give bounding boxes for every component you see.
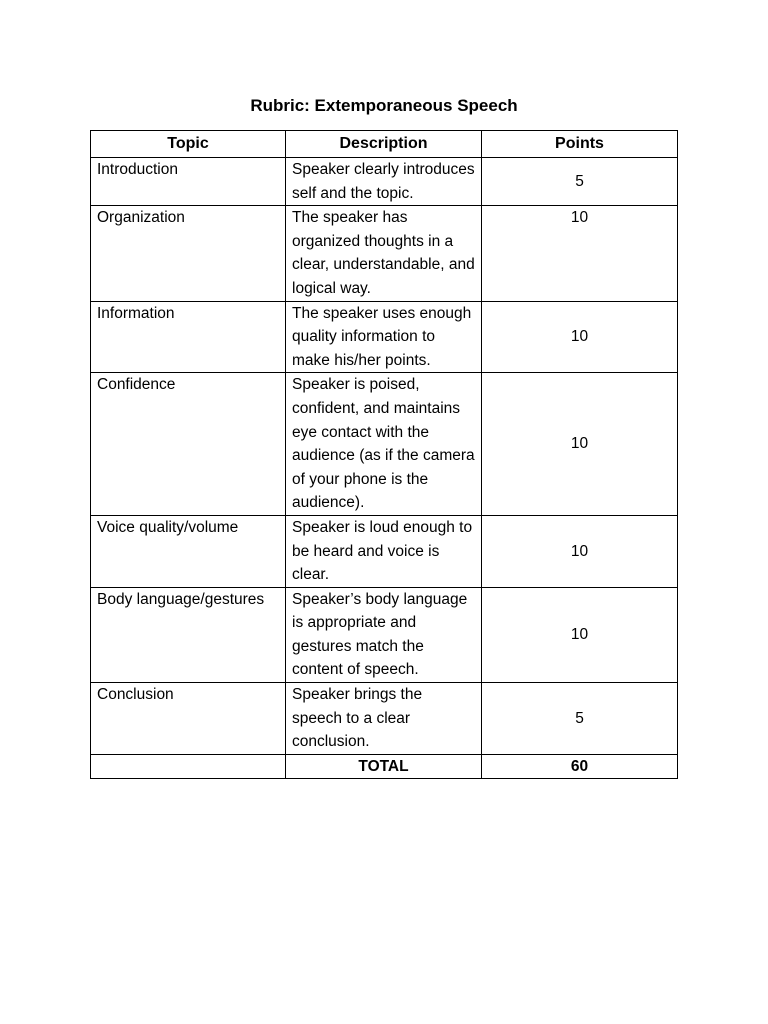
rubric-table xyxy=(90,130,678,779)
points-cell: 10 xyxy=(482,587,678,682)
description-cell: Speaker clearly introduces self and the topic. xyxy=(286,158,482,206)
description-cell: The speaker uses enough quality information to make his/her points. xyxy=(286,301,482,373)
table-row xyxy=(91,683,678,755)
points-cell: 10 xyxy=(482,373,678,516)
total-row xyxy=(91,754,678,779)
header-points: Points xyxy=(482,131,678,158)
table-row xyxy=(91,206,678,301)
page-title: Rubric: Extemporaneous Speech xyxy=(250,96,518,115)
table-row xyxy=(91,515,678,587)
topic-cell: Body language/gestures xyxy=(91,587,286,682)
table-row xyxy=(91,301,678,373)
topic-cell: Voice quality/volume xyxy=(91,515,286,587)
header-row xyxy=(91,131,678,158)
topic-cell: Introduction xyxy=(91,158,286,206)
points-cell: 5 xyxy=(482,158,678,206)
description-cell: Speaker brings the speech to a clear conclusion. xyxy=(286,683,482,755)
description-cell: The speaker has organized thoughts in a clear, understandable, and logical way. xyxy=(286,206,482,301)
topic-cell: Confidence xyxy=(91,373,286,516)
points-cell: 10 xyxy=(482,515,678,587)
total-empty-cell xyxy=(91,754,286,779)
description-cell: Speaker is loud enough to be heard and voice is clear. xyxy=(286,515,482,587)
points-cell: 10 xyxy=(482,301,678,373)
table-row xyxy=(91,158,678,206)
topic-cell: Organization xyxy=(91,206,286,301)
points-cell: 5 xyxy=(482,683,678,755)
table-row xyxy=(91,587,678,682)
total-label: TOTAL xyxy=(286,754,482,779)
topic-cell: Information xyxy=(91,301,286,373)
header-description: Description xyxy=(286,131,482,158)
points-cell: 10 xyxy=(482,206,678,301)
description-cell: Speaker is poised, confident, and maintains eye contact with the audience (as if the camera of your phone is the audience). xyxy=(286,373,482,516)
header-topic: Topic xyxy=(91,131,286,158)
topic-cell: Conclusion xyxy=(91,683,286,755)
table-row xyxy=(91,373,678,516)
total-points: 60 xyxy=(482,754,678,779)
description-cell: Speaker’s body language is appropriate and gestures match the content of speech. xyxy=(286,587,482,682)
